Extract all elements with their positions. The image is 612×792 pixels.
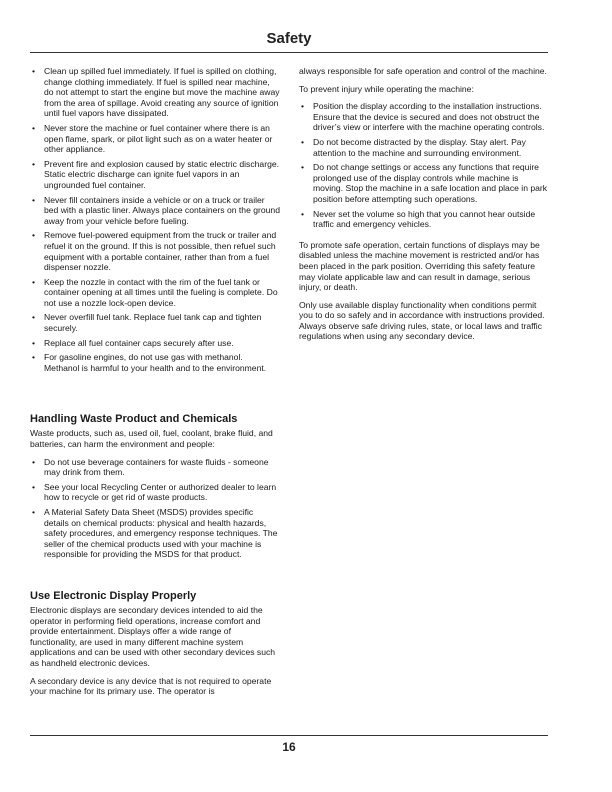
section-spacer (30, 377, 280, 413)
list-item: • Never set the volume so high that you cannot hear outside traffic and emergency vehicles. (299, 209, 549, 230)
list-item: • Keep the nozzle in contact with the rim of the fuel tank or container opening at all times until the fueling is complete. Do not use a nozzle lock-open device. (30, 277, 280, 309)
list-item: • Remove fuel-powered equipment from the truck or trailer and refuel it on the ground. If this is not possible, then refuel such equipment with a portable container, rather than from a fuel dispenser nozzle. (30, 230, 280, 272)
list-item: • See your local Recycling Center or authorized dealer to learn how to recycle or get rid of waste products. (30, 482, 280, 503)
footer-rule (30, 735, 548, 736)
list-item: • Do not change settings or access any functions that require prolonged use of the display controls while machine is moving. Stop the machine in a safe location and place in park position before attempting such operations. (299, 162, 549, 204)
list-item: • Never fill containers inside a vehicle or on a truck or trailer bed with a plastic liner. Always place containers on the ground away from your vehicle before fueling. (30, 195, 280, 227)
promote-safe-operation-text: To promote safe operation, certain functions of displays may be disabled unless the machine movement is restricted and/or has been placed in the park position. Overriding this safety feature may violate applicable law and can result in damage, serious injury, or death. (299, 239, 540, 293)
page-number: 16 (282, 740, 296, 754)
page-title: Safety (266, 30, 312, 47)
list-item: • Do not become distracted by the display. Stay alert. Pay attention to the machine and surrounding environment. (299, 137, 549, 158)
list-item: • Do not use beverage containers for waste fluids - someone may drink from them. (30, 457, 280, 478)
electronic-display-heading: Use Electronic Display Properly (30, 589, 197, 602)
list-item: • Prevent fire and explosion caused by static electric discharge. Static electric discharge can ignite fuel vapors in an ungrounded fuel container. (30, 159, 280, 191)
display-functionality-text: Only use available display functionality when conditions permit you to do so safely and in accordance with instructions provided. Always observe safe driving rules, state, or local laws and traffic regulations when using any secondary device. (299, 299, 545, 342)
prevent-intro: To prevent injury while operating the machine: (299, 83, 474, 94)
waste-heading: Handling Waste Product and Chemicals (30, 413, 238, 426)
display-safety-list (299, 101, 549, 230)
waste-list (30, 457, 280, 560)
left-column (30, 66, 280, 704)
right-column (299, 66, 549, 349)
fuel-safety-list (30, 66, 280, 373)
list-item: • Never overfill fuel tank. Replace fuel tank cap and tighten securely. (30, 312, 280, 333)
list-item: • Never store the machine or fuel container where there is an open flame, spark, or pilot light such as on a water heater or other appliance. (30, 123, 280, 155)
list-item: • Clean up spilled fuel immediately. If fuel is spilled on clothing, change clothing immediately. If fuel is spilled near machine, do not attempt to start the engine but move the machine away from the area of spillage. Avoid creating any source of ignition until fuel vapors have dissipated. (30, 66, 280, 119)
list-item: • For gasoline engines, do not use gas with methanol. Methanol is harmful to your health and to the environment. (30, 352, 280, 373)
list-item: • Replace all fuel container caps securely after use. (30, 338, 280, 349)
electronic-para-2: A secondary device is any device that is not required to operate your machine for its primary use. The operator is (30, 675, 272, 697)
waste-intro: Waste products, such as, used oil, fuel, coolant, brake fluid, and batteries, can harm the environment and people: (30, 428, 273, 450)
continued-text: always responsible for safe operation and control of the machine. (299, 66, 547, 76)
list-item: • Position the display according to the installation instructions. Ensure that the device is secured and does not obstruct the driver’s view or interfere with the machine operating controls. (299, 101, 549, 133)
list-item: • A Material Safety Data Sheet (MSDS) provides specific details on chemical products: physical and health hazards, safety procedures, and emergency response techniques. The seller of the chemical products used with your machine is responsible for providing the MSDS for that product. (30, 507, 280, 560)
electronic-para-1: Electronic displays are secondary devices intended to aid the operator in performing field operations, increase comfort and provide entertainment. Displays offer a wide range of functionality, are used in many different machine system applications and can be used with other secondary devices such as handheld electronic devices. (30, 604, 276, 668)
section-spacer (30, 564, 280, 590)
header-rule (30, 52, 548, 53)
